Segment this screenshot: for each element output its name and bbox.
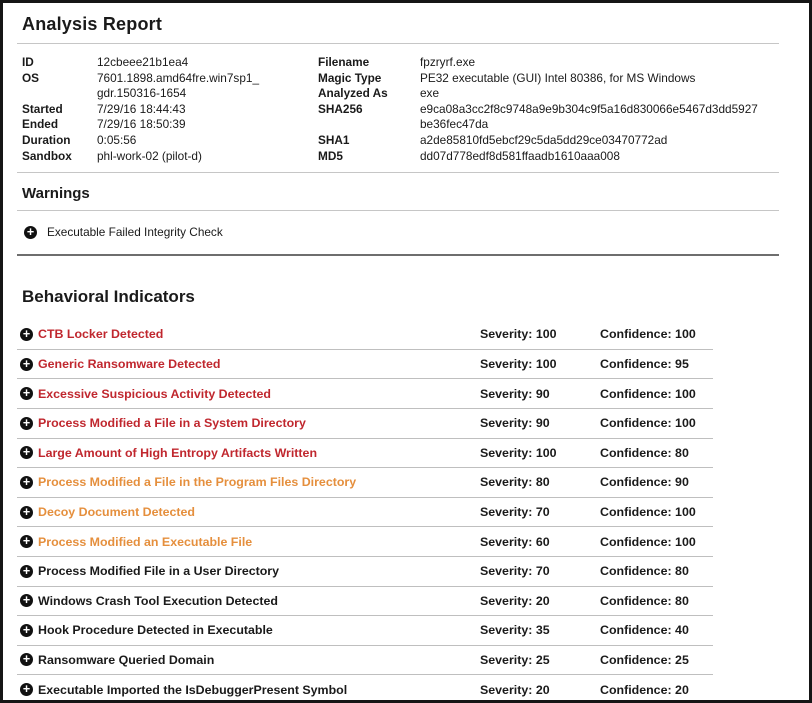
divider: [17, 172, 779, 173]
meta-line-sha256: [318, 102, 795, 118]
confidence-value: Confidence: 100: [600, 386, 696, 401]
warnings-heading: Warnings: [22, 185, 90, 203]
expand-icon[interactable]: +: [24, 226, 37, 239]
severity-value: Severity: 100: [480, 357, 557, 372]
meta-value: 7/29/16 18:44:43: [97, 101, 186, 116]
indicator-toggle[interactable]: [17, 623, 480, 637]
indicator-toggle[interactable]: [17, 505, 480, 519]
expand-icon[interactable]: +: [20, 476, 33, 489]
meta-label: SHA256: [318, 101, 363, 116]
behavioral-indicators-heading: Behavioral Indicators: [22, 287, 195, 307]
severity-value: Severity: 20: [480, 593, 550, 608]
indicator-label: Ransomware Queried Domain: [38, 652, 215, 667]
meta-label: [318, 117, 420, 133]
indicator-row: [17, 527, 713, 557]
severity-value: Severity: 80: [480, 475, 550, 490]
expand-icon[interactable]: +: [20, 624, 33, 637]
indicator-label: Executable Imported the IsDebuggerPresent Symbol: [38, 682, 348, 697]
severity-value: Severity: 25: [480, 652, 550, 667]
indicator-toggle[interactable]: [17, 535, 480, 549]
indicator-toggle[interactable]: [17, 475, 480, 489]
meta-line-os-wrap: [22, 86, 318, 102]
page-title: Analysis Report: [22, 14, 163, 34]
meta-value: dd07d778edf8d581ffaadb1610aaa008: [420, 148, 620, 163]
meta-label: [22, 86, 97, 102]
confidence-value: Confidence: 100: [600, 505, 696, 520]
meta-line-sha256-wrap: [318, 117, 795, 133]
metadata-section: [22, 55, 795, 164]
indicator-label: Process Modified a File in the Program Files Directory: [38, 475, 357, 490]
indicator-label: Process Modified File in a User Directory: [38, 564, 280, 579]
divider: [17, 43, 779, 44]
divider: [17, 210, 779, 211]
severity-value: Severity: 35: [480, 623, 550, 638]
meta-value: fpzryrf.exe: [420, 55, 476, 69]
meta-value: 0:05:56: [97, 132, 137, 147]
expand-icon[interactable]: +: [20, 683, 33, 696]
meta-label: Filename: [318, 55, 370, 69]
meta-label: Analyzed As: [318, 86, 388, 101]
indicator-row: [17, 379, 713, 409]
confidence-value: Confidence: 25: [600, 652, 689, 667]
meta-value: 7601.1898.amd64fre.win7sp1_: [97, 70, 259, 85]
indicator-label: Hook Procedure Detected in Executable: [38, 623, 273, 638]
indicator-label: Process Modified a File in a System Directory: [38, 416, 306, 431]
severity-value: Severity: 20: [480, 682, 550, 697]
indicator-row: [17, 498, 713, 528]
indicator-toggle[interactable]: [17, 327, 480, 341]
meta-label: Ended: [22, 117, 59, 132]
indicator-row: [17, 587, 713, 617]
indicator-label: Large Amount of High Entropy Artifacts Written: [38, 445, 318, 460]
severity-value: Severity: 100: [480, 327, 557, 342]
indicator-label: Excessive Suspicious Activity Detected: [38, 386, 272, 401]
indicator-label: Decoy Document Detected: [38, 505, 195, 520]
expand-icon[interactable]: +: [20, 358, 33, 371]
expand-icon[interactable]: +: [20, 535, 33, 548]
meta-value: e9ca08a3cc2f8c9748a9e9b304c9f5a16d830066e5467d3dd5927: [420, 101, 758, 116]
meta-value: 7/29/16 18:50:39: [97, 117, 186, 132]
meta-value: 12cbeee21b1ea4: [97, 55, 189, 69]
meta-line-duration: [22, 133, 318, 149]
indicator-toggle[interactable]: [17, 446, 480, 460]
meta-value: exe: [420, 86, 440, 101]
indicator-row: [17, 439, 713, 469]
meta-label: MD5: [318, 148, 343, 163]
indicator-row: [17, 468, 713, 498]
warning-label: Executable Failed Integrity Check: [47, 225, 223, 240]
expand-icon[interactable]: +: [20, 446, 33, 459]
meta-label: Sandbox: [22, 148, 72, 163]
indicator-label: Windows Crash Tool Execution Detected: [38, 593, 278, 608]
confidence-value: Confidence: 100: [600, 327, 696, 342]
indicator-toggle[interactable]: [17, 357, 480, 371]
divider: [17, 254, 779, 256]
meta-label: SHA1: [318, 132, 350, 147]
indicator-toggle[interactable]: [17, 416, 480, 430]
meta-label: Magic Type: [318, 70, 382, 85]
severity-value: Severity: 90: [480, 386, 550, 401]
confidence-value: Confidence: 100: [600, 534, 696, 549]
indicator-row: [17, 616, 713, 646]
indicator-label: CTB Locker Detected: [38, 327, 164, 342]
indicator-toggle[interactable]: [17, 564, 480, 578]
confidence-value: Confidence: 40: [600, 623, 689, 638]
indicator-row: [17, 646, 713, 676]
expand-icon[interactable]: +: [20, 594, 33, 607]
expand-icon[interactable]: +: [20, 653, 33, 666]
warning-row[interactable]: [24, 221, 795, 243]
indicator-toggle[interactable]: [17, 594, 480, 608]
indicator-toggle[interactable]: [17, 653, 480, 667]
meta-line-id: [22, 55, 318, 71]
indicator-row: [17, 675, 713, 703]
indicator-list: [17, 320, 713, 703]
expand-icon[interactable]: +: [20, 387, 33, 400]
severity-value: Severity: 60: [480, 534, 550, 549]
meta-label: Duration: [22, 132, 71, 147]
confidence-value: Confidence: 20: [600, 682, 689, 697]
meta-line-filename: [318, 55, 795, 71]
metadata-left-column: [22, 55, 318, 164]
indicator-toggle[interactable]: [17, 683, 480, 697]
meta-value: phl-work-02 (pilot-d): [97, 148, 202, 163]
meta-value: a2de85810fd5ebcf29c5da5dd29ce03470772ad: [420, 132, 668, 147]
meta-label: ID: [22, 55, 34, 69]
confidence-value: Confidence: 95: [600, 357, 689, 372]
expand-icon[interactable]: +: [20, 565, 33, 578]
meta-line-ended: [22, 117, 318, 133]
meta-value: be36fec47da: [420, 117, 489, 132]
severity-value: Severity: 70: [480, 564, 550, 579]
meta-line-analyzed-as: [318, 86, 795, 102]
meta-value: PE32 executable (GUI) Intel 80386, for MS Windows: [420, 70, 696, 85]
meta-line-magic-type: [318, 71, 795, 87]
meta-line-sha1: [318, 133, 795, 149]
expand-icon[interactable]: +: [20, 328, 33, 341]
meta-line-started: [22, 102, 318, 118]
indicator-label: Process Modified an Executable File: [38, 534, 253, 549]
indicator-label: Generic Ransomware Detected: [38, 357, 221, 372]
severity-value: Severity: 90: [480, 416, 550, 431]
severity-value: Severity: 100: [480, 445, 557, 460]
indicator-row: [17, 350, 713, 380]
confidence-value: Confidence: 80: [600, 564, 689, 579]
severity-value: Severity: 70: [480, 505, 550, 520]
meta-label: Started: [22, 101, 63, 116]
meta-line-md5: [318, 149, 795, 165]
expand-icon[interactable]: +: [20, 506, 33, 519]
confidence-value: Confidence: 80: [600, 593, 689, 608]
metadata-right-column: [318, 55, 795, 164]
meta-value: gdr.150316-1654: [97, 86, 187, 101]
confidence-value: Confidence: 90: [600, 475, 689, 490]
indicator-row: [17, 320, 713, 350]
confidence-value: Confidence: 80: [600, 445, 689, 460]
indicator-row: [17, 557, 713, 587]
confidence-value: Confidence: 100: [600, 416, 696, 431]
indicator-toggle[interactable]: [17, 387, 480, 401]
expand-icon[interactable]: +: [20, 417, 33, 430]
meta-line-sandbox: [22, 149, 318, 165]
indicator-row: [17, 409, 713, 439]
meta-line-os: [22, 71, 318, 87]
meta-label: OS: [22, 70, 40, 85]
